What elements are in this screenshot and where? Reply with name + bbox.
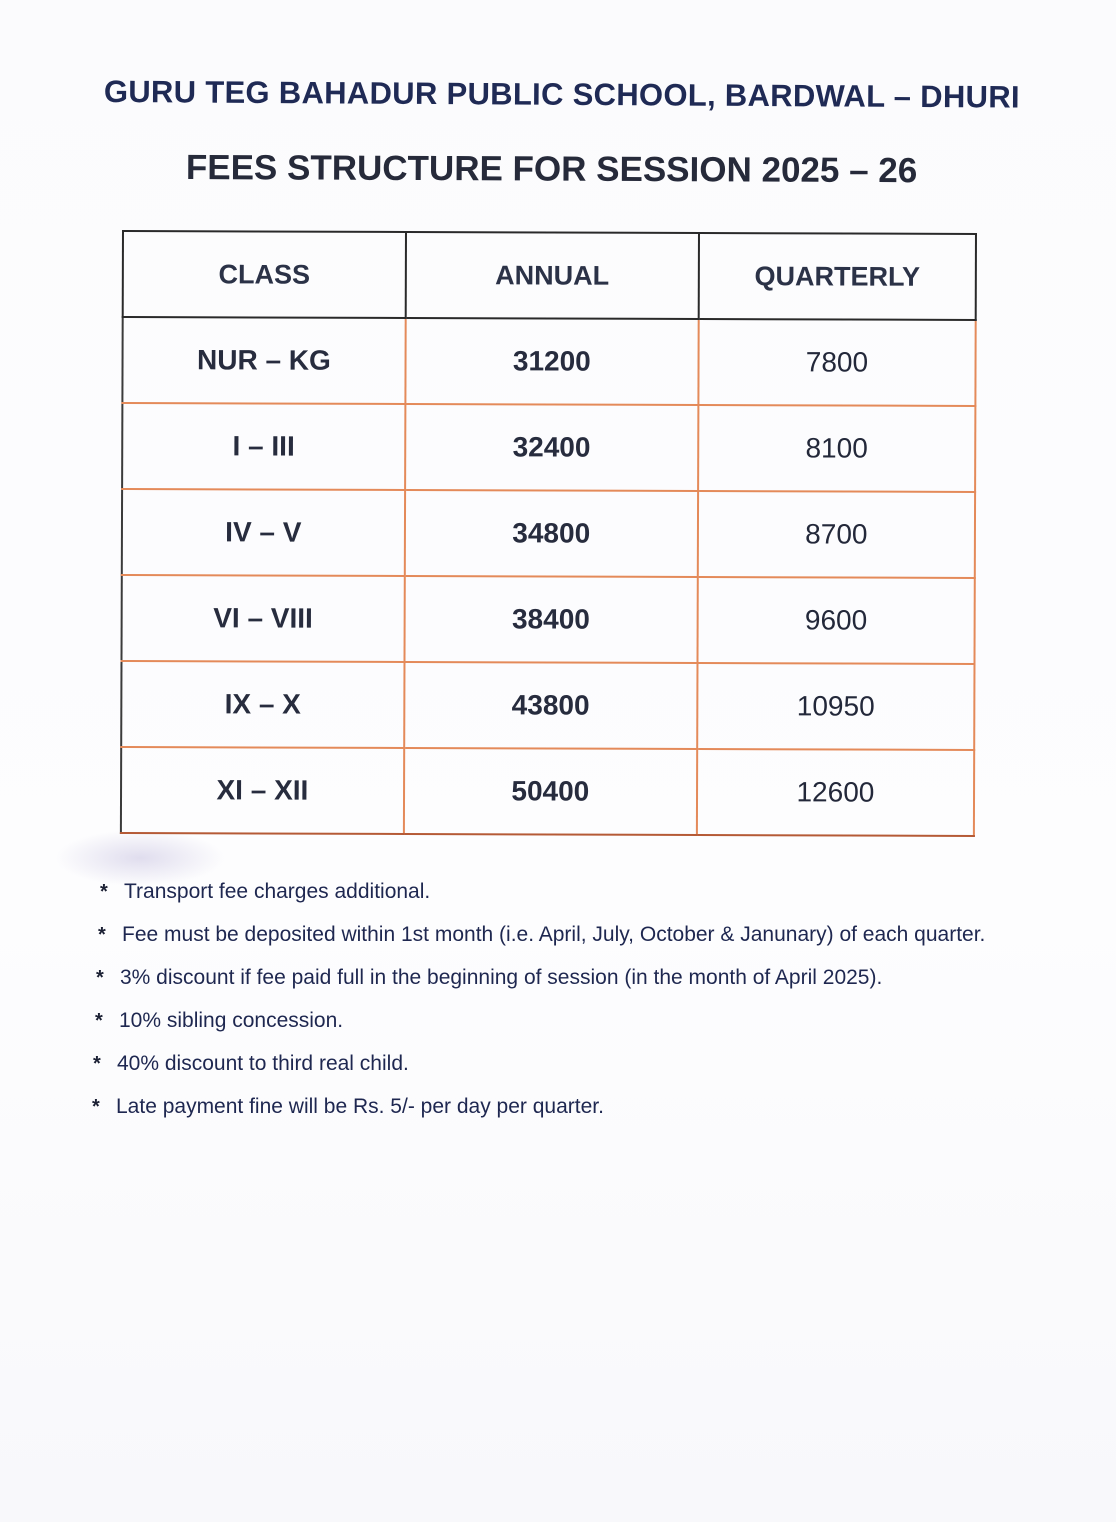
asterisk-bullet-icon: * <box>100 881 108 903</box>
school-name-heading: GURU TEG BAHADUR PUBLIC SCHOOL, BARDWAL – DHURI <box>103 74 1020 115</box>
list-item <box>92 923 1092 966</box>
header-annual: ANNUAL <box>406 232 699 319</box>
cell-quarterly: 12600 <box>697 749 974 836</box>
table-row <box>121 661 974 750</box>
list-item <box>92 1052 1092 1095</box>
table-row <box>121 747 974 836</box>
table-row <box>122 489 975 578</box>
list-item <box>92 1009 1092 1052</box>
cell-annual: 31200 <box>405 318 698 405</box>
list-item <box>92 1095 1092 1138</box>
note-text: 40% discount to third real child. <box>117 1052 409 1075</box>
asterisk-bullet-icon: * <box>95 1010 103 1032</box>
cell-quarterly: 8700 <box>698 491 975 578</box>
note-text: 3% discount if fee paid full in the beginning of session (in the month of April 2025). <box>120 966 883 989</box>
table-row <box>121 575 974 664</box>
note-text: Fee must be deposited within 1st month (i.e. April, July, October & Janunary) of each quarter. <box>122 923 986 946</box>
cell-annual: 32400 <box>405 404 698 491</box>
header-quarterly: QUARTERLY <box>699 233 976 320</box>
note-text: 10% sibling concession. <box>119 1009 344 1032</box>
session-title-heading: FEES STRUCTURE FOR SESSION 2025 – 26 <box>185 148 918 191</box>
cell-annual: 50400 <box>404 748 697 835</box>
fee-notes-list <box>92 880 1092 1138</box>
cell-class: XI – XII <box>121 747 404 834</box>
header-class: CLASS <box>123 231 406 318</box>
cell-annual: 43800 <box>404 662 697 749</box>
cell-quarterly: 9600 <box>697 577 974 664</box>
table-header-row <box>123 231 976 320</box>
cell-class: IX – X <box>121 661 404 748</box>
note-text: Transport fee charges additional. <box>124 880 431 903</box>
table-row <box>122 403 975 492</box>
cell-quarterly: 8100 <box>698 405 975 492</box>
table-row <box>122 317 975 406</box>
fee-structure-table <box>120 230 977 837</box>
list-item <box>92 966 1092 1009</box>
asterisk-bullet-icon: * <box>96 967 104 989</box>
cell-quarterly: 10950 <box>697 663 974 750</box>
asterisk-bullet-icon: * <box>98 924 106 946</box>
cell-annual: 38400 <box>404 576 697 663</box>
note-text: Late payment fine will be Rs. 5/- per day per quarter. <box>116 1095 604 1118</box>
cell-annual: 34800 <box>405 490 698 577</box>
cell-class: IV – V <box>122 489 405 576</box>
cell-quarterly: 7800 <box>698 319 975 406</box>
list-item <box>92 880 1092 923</box>
cell-class: NUR – KG <box>122 317 405 404</box>
cell-class: I – III <box>122 403 405 490</box>
cell-class: VI – VIII <box>121 575 404 662</box>
asterisk-bullet-icon: * <box>93 1053 101 1075</box>
asterisk-bullet-icon: * <box>92 1096 100 1118</box>
